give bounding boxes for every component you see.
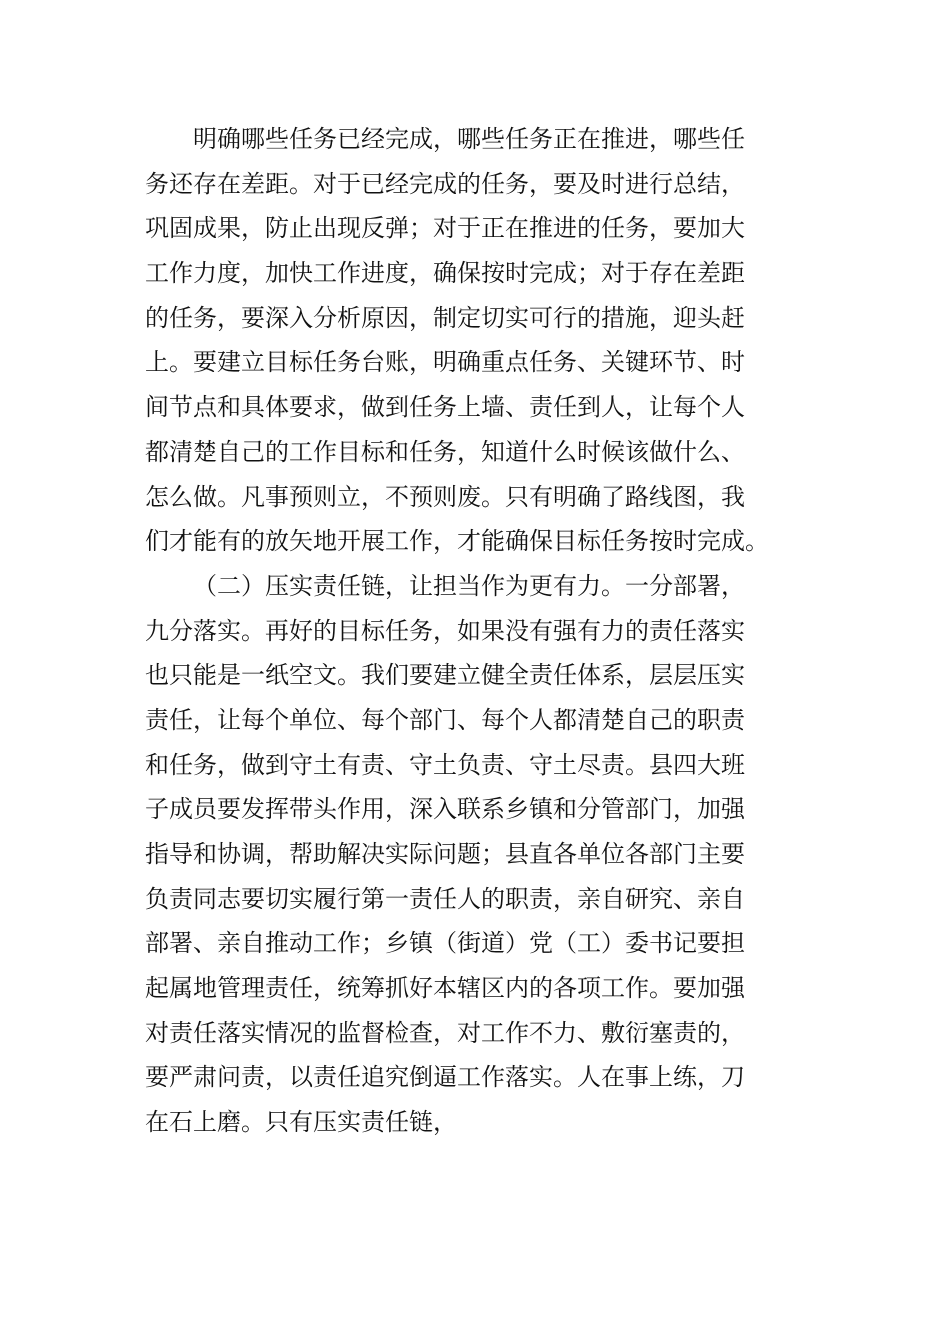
paragraph-line: 部署、亲自推动工作；乡镇（街道）党（工）委书记要担 [145,929,745,958]
paragraph-line: 上。要建立目标任务台账，明确重点任务、关键环节、时 [145,348,745,377]
paragraph-line: 间节点和具体要求，做到任务上墙、责任到人，让每个人 [145,393,745,422]
paragraph-line: （二）压实责任链，让担当作为更有力。一分部署， [193,571,745,600]
paragraph-line: 起属地管理责任，统筹抓好本辖区内的各项工作。要加强 [145,974,745,1003]
paragraph-line: 和任务，做到守土有责、守土负责、守土尽责。县四大班 [145,750,745,779]
paragraph-line: 明确哪些任务已经完成，哪些任务正在推进，哪些任 [193,125,745,153]
paragraph-line: 指导和协调，帮助解决实际问题；县直各单位各部门主要 [145,840,745,868]
paragraph-line: 务还存在差距。对于已经完成的任务，要及时进行总结， [145,169,745,198]
paragraph-line: 工作力度，加快工作进度，确保按时完成；对于存在差距 [145,259,745,288]
paragraph-line: 怎么做。凡事预则立，不预则废。只有明确了路线图，我 [145,482,745,511]
paragraph-line: 要严肃问责，以责任追究倒逼工作落实。人在事上练，刀 [145,1063,745,1092]
paragraph-line: 负责同志要切实履行第一责任人的职责，亲自研究、亲自 [145,884,745,913]
paragraph-line: 对责任落实情况的监督检查，对工作不力、敷衍塞责的， [145,1018,745,1047]
paragraph-line: 在石上磨。只有压实责任链， [145,1108,457,1137]
paragraph-line: 责任，让每个单位、每个部门、每个人都清楚自己的职责 [145,705,745,734]
paragraph-line: 巩固成果，防止出现反弹；对于正在推进的任务，要加大 [145,214,745,243]
paragraph-line: 的任务，要深入分析原因，制定切实可行的措施，迎头赶 [145,303,745,332]
paragraph-line: 子成员要发挥带头作用，深入联系乡镇和分管部门，加强 [145,795,745,824]
paragraph-line: 都清楚自己的工作目标和任务，知道什么时候该做什么、 [145,437,745,466]
paragraph-line: 也只能是一纸空文。我们要建立健全责任体系，层层压实 [145,661,745,690]
paragraph-line: 九分落实。再好的目标任务，如果没有强有力的责任落实 [145,616,745,645]
body-text [145,117,810,1145]
paragraph-line: 们才能有的放矢地开展工作，才能确保目标任务按时完成。 [145,527,769,556]
